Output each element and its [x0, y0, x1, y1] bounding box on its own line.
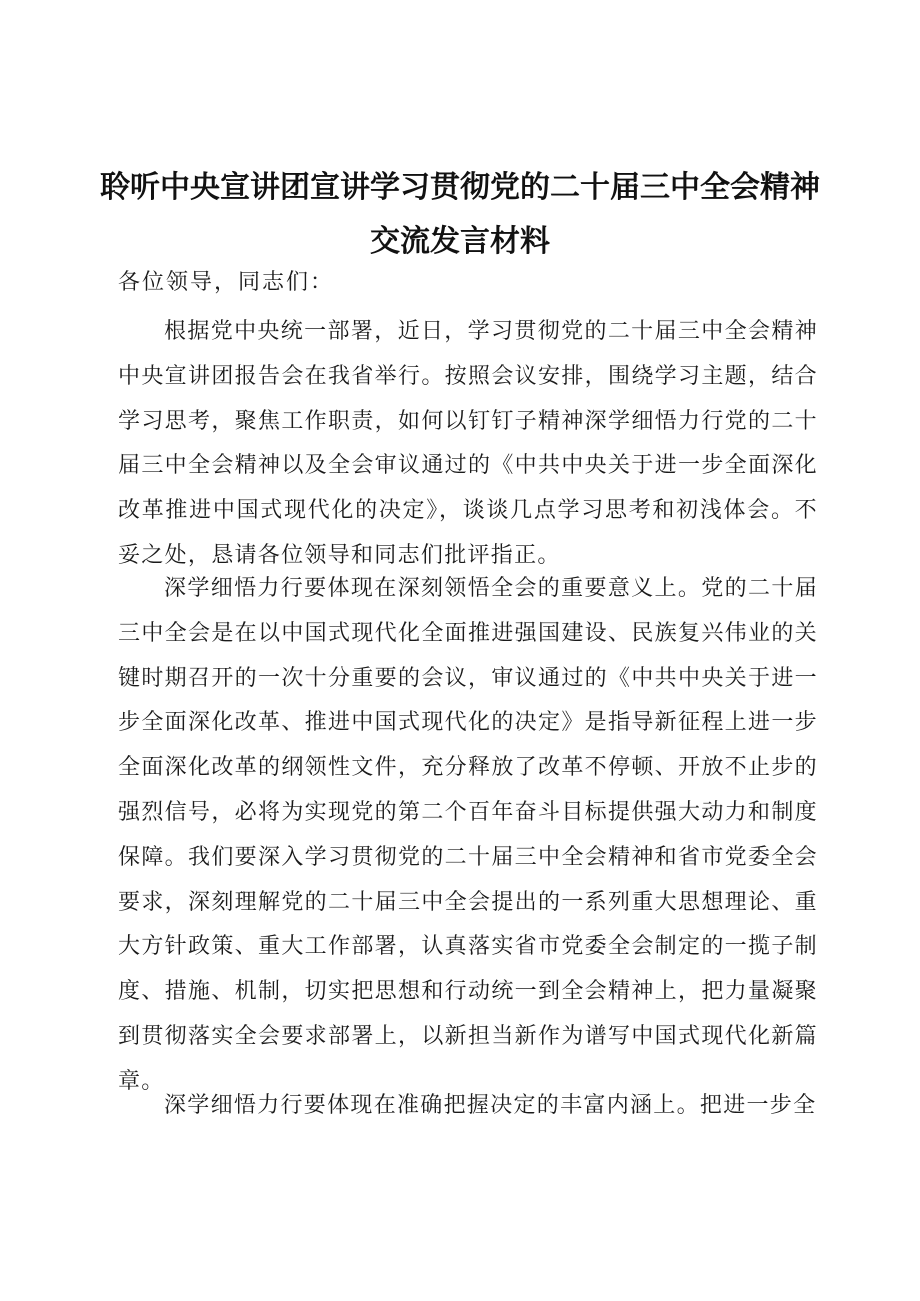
- paragraph-3: 深学细悟力行要体现在准确把握决定的丰富内涵上。把进一步全: [164, 1093, 817, 1118]
- paragraph-2: 深学细悟力行要体现在深刻领悟全会的重要意义上。党的二十届三中全会是在以中国式现代化全面推进强国建设、民族复兴伟业的关键时期召开的一次十分重要的会议，审议通过的《中共中央关于进一步全面深化改革、推进中国式现代化的决定》是指导新征程上进一步全面深化改革的纲领性文件，充分释放了改革不停顿、开放不止步的强烈信号，必将为实现党的第二个百年奋斗目标提供强大动力和制度保障。我们要深入学习贯彻党的二十届三中全会精神和省市党委全会要求，深刻理解党的二十届三中全会提出的一系列重大思想理论、重大方针政策、重大工作部署，认真落实省市党委全会制定的一揽子制度、措施、机制，切实把思想和行动统一到全会精神上，把力量凝聚到贯彻落实全会要求部署上，以新担当新作为谱写中国式现代化新篇章。: [118, 576, 818, 1094]
- document-title-line-1: 聆听中央宣讲团宣讲学习贯彻党的二十届三中全会精神: [100, 170, 820, 205]
- paragraph-1: 根据党中央统一部署，近日，学习贯彻党的二十届三中全会精神中央宣讲团报告会在我省举行。按照会议安排，围绕学习主题，结合学习思考，聚焦工作职责，如何以钉钉子精神深学细悟力行党的二十届三中全会精神以及全会审议通过的《中共中央关于进一步全面深化改革推进中国式现代化的决定》，谈谈几点学习思考和初浅体会。不妥之处，恳请各位领导和同志们批评指正。: [118, 319, 818, 568]
- salutation: 各位领导，同志们：: [118, 270, 335, 295]
- document-title-line-2: 交流发言材料: [370, 224, 550, 259]
